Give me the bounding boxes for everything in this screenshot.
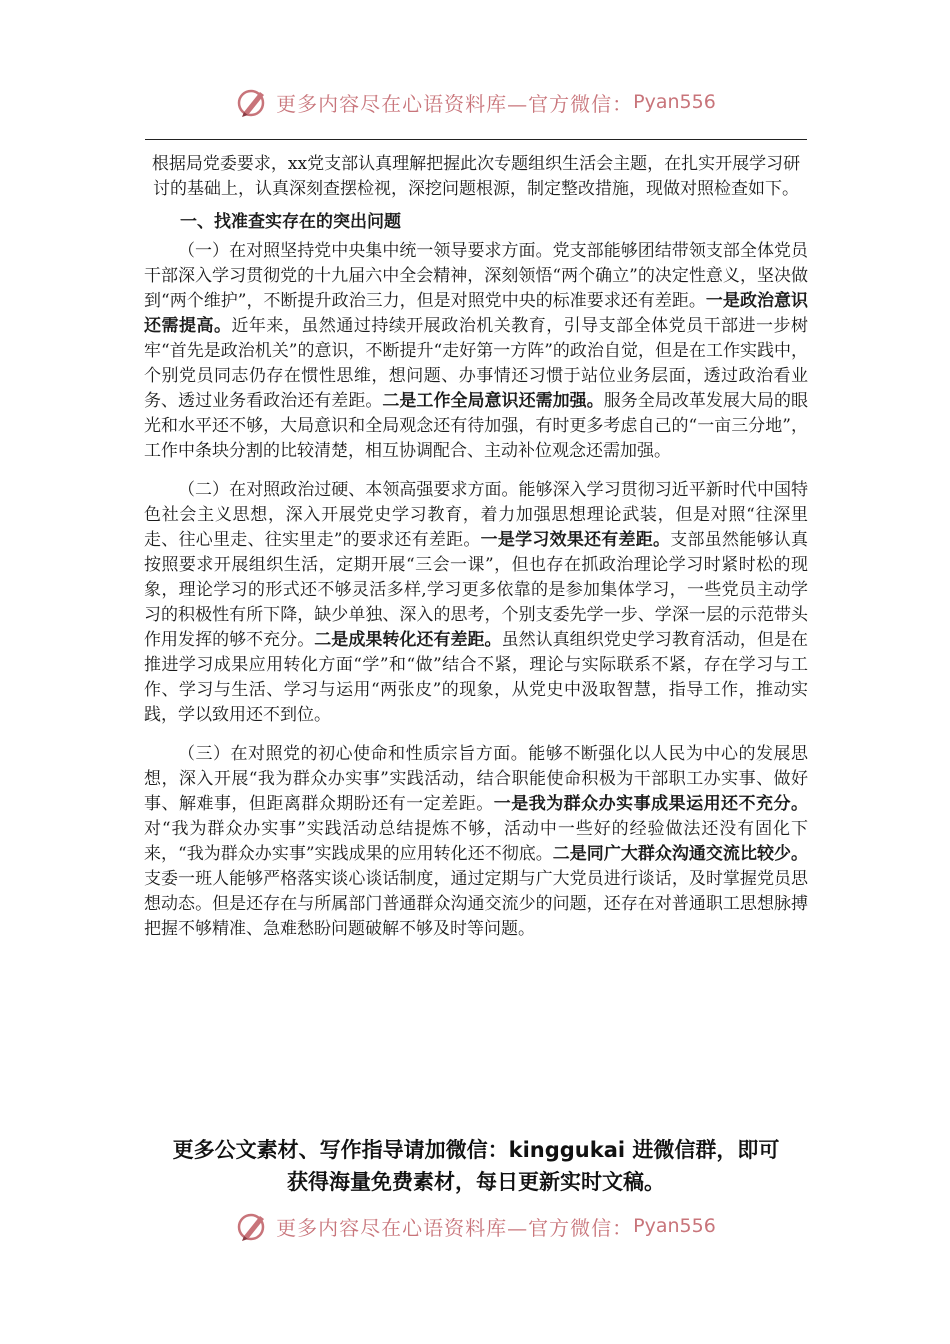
paragraph-2 — [144, 478, 808, 728]
footer-banner — [0, 1208, 950, 1244]
promo-line-1: 更多公文素材、写作指导请加微信：kinggukai 进微信群，即可 — [172, 1138, 780, 1162]
paragraph-text: 虽然认真组织党史学习教育活动，但是在推进学习成果应用转化方面“学”和“做”结合不紧，理论与实际联系不紧，存在学习与工作、学习与生活、学习与运用“两张皮”的现象，从党史中汲取智慧，指导工作，推动实践，学以致用还不到位。 — [144, 630, 809, 725]
bold-point: 一是学习效果还有差距。 — [480, 530, 671, 550]
promo-text — [144, 1134, 808, 1198]
paragraph-text: 对“我为群众办实事”实践活动总结提炼不够，活动中一些好的经验做法还没有固化下来，“我为群众办实事”实践成果的应用转化还不彻底。 — [144, 819, 808, 864]
banner-text: 更多内容尽在心语资料库—官方微信： — [276, 1215, 634, 1240]
banner-wechat-handle: Pyan556 — [633, 91, 716, 113]
paragraph-text: 近年来，虽然通过持续开展政治机关教育，引导支部全体党员干部进一步树牢“首先是政治机关”的意识，不断提升“走好第一方阵”的政治自觉，但是在工作实践中，个别党员同志仍存在惯性思维，想问题、办事情还习惯于站位业务层面，透过政治看业务、透过业务看政治还有差距。 — [144, 316, 809, 411]
bold-point: 二是工作全局意识还需加强。 — [382, 391, 604, 411]
paragraph-text: （二）在对照政治过硬、本领高强要求方面。能够深入学习贯彻习近平新时代中国特色社会主义思想，深入开展党史学习教育，着力加强思想理论武装，但是对照“往深里走、往心里走、往实里走”的要求还有差距。 — [144, 480, 808, 550]
intro-paragraph: 根据局党委要求，xx党支部认真理解把握此次专题组织生活会主题，在扎实开展学习研讨的基础上，认真深刻查摆检视，深挖问题根源，制定整改措施，现做对照检查如下。 — [151, 154, 801, 199]
paragraph-1 — [144, 239, 808, 464]
header-banner — [0, 84, 950, 120]
bold-point: 二是同广大群众沟通交流比较少。 — [552, 844, 808, 864]
banner-wechat-handle: Pyan556 — [633, 1215, 716, 1237]
paragraph-text: 支委一班人能够严格落实谈心谈话制度，通过定期与广大党员进行谈话，及时掌握党员思想动态。但是还存在与所属部门普通群众沟通交流少的问题，还存在对普通职工思想脉搏把握不够精准、急难愁盼问题破解不够及时等问题。 — [144, 869, 808, 939]
paragraph-3 — [144, 742, 808, 942]
bold-point: 一是我为群众办实事成果运用还不充分。 — [493, 794, 809, 814]
bold-point: 二是成果转化还有差距。 — [314, 630, 502, 650]
paragraph-text: 支部虽然能够认真按照要求开展组织生活，定期开展“三会一课”，但也存在抓政治理论学习时紧时松的现象，理论学习的形式还不够灵活多样,学习更多依靠的是参加集体学习，一些党员主动学习的积极性有所下降，缺少单独、深入的思考，个别支委先学一步、学深一层的示范带头作用发挥的够不充分。 — [144, 530, 809, 650]
document-body — [144, 152, 808, 956]
paragraph-text: （一）在对照坚持党中央集中统一领导要求方面。党支部能够团结带领支部全体党员干部深入学习贯彻党的十九届六中全会精神，深刻领悟“两个确立”的决定性意义，坚决做到“两个维护”，不断提升政治三力，但是对照党中央的标准要求还有差距。 — [144, 241, 808, 311]
promo-line-2: 获得海量免费素材，每日更新实时文稿。 — [287, 1170, 665, 1194]
pen-logo-icon — [234, 1208, 270, 1244]
bold-point: 一是政治意识还需提高。 — [144, 291, 808, 336]
paragraph-text: 服务全局改革发展大局的眼光和水平还不够，大局意识和全局观念还有待加强，有时更多考虑自己的“一亩三分地”，工作中条块分割的比较清楚，相互协调配合、主动补位观念还需加强。 — [144, 391, 809, 461]
header-divider — [145, 139, 807, 140]
pen-logo-icon — [234, 84, 270, 120]
paragraph-text: （三）在对照党的初心使命和性质宗旨方面。能够不断强化以人民为中心的发展思想，深入开展“我为群众办实事”实践活动，结合职能使命积极为干部职工办实事、做好事、解难事，但距离群众期盼还有一定差距。 — [144, 744, 808, 814]
banner-text: 更多内容尽在心语资料库—官方微信： — [276, 91, 634, 116]
section-heading: 一、找准查实存在的突出问题 — [180, 212, 401, 232]
